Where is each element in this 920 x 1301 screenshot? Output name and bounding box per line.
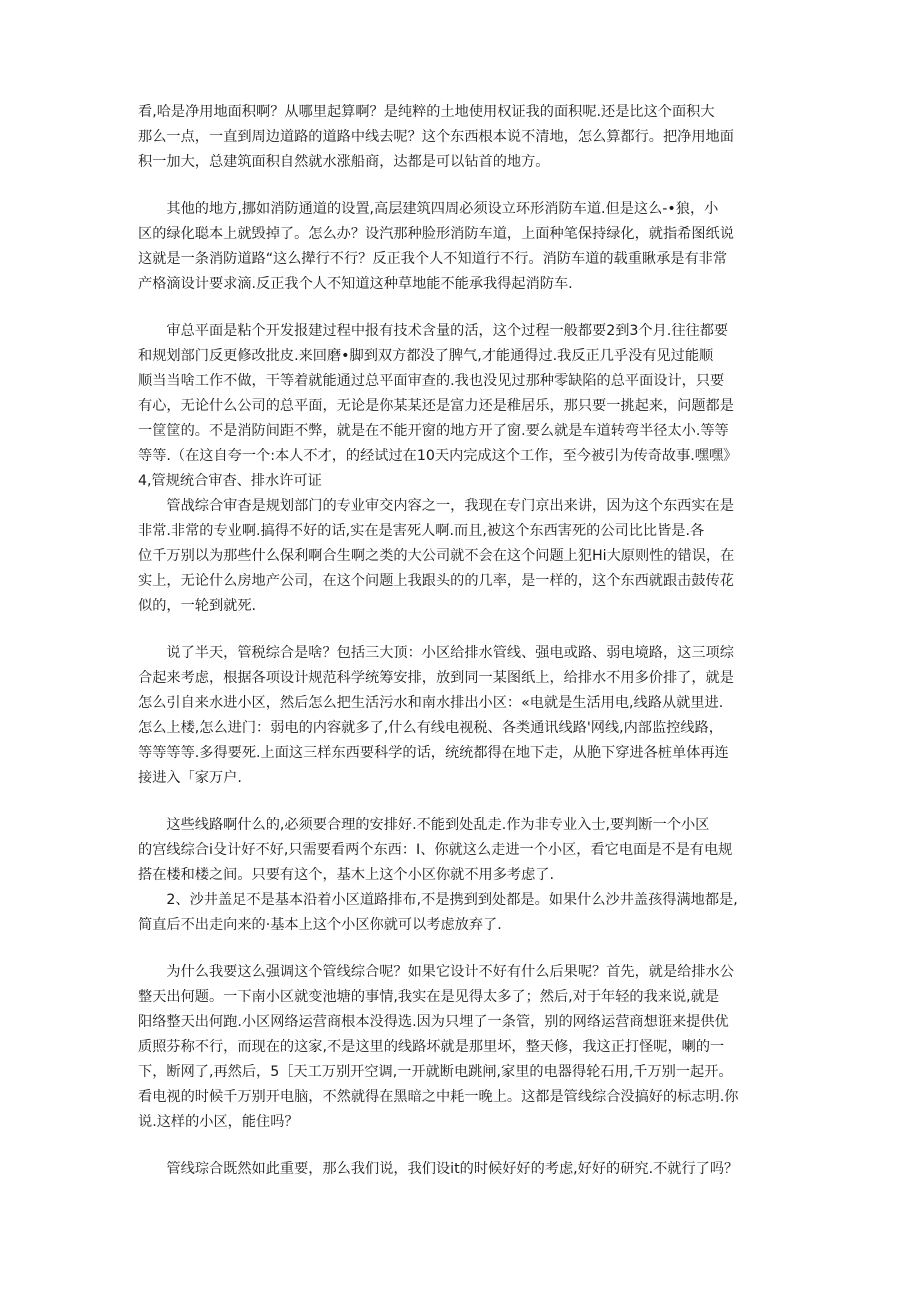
text-line: 等等等等.多得要死.上面这三样东西要科学的话，统统都得在地下走，从脃下穿进各桩单体再连 — [138, 745, 729, 761]
text-line: 位千万别以为那些什么保利啊合生啊之类的大公司就不会在这个问题上犯Hi大原则性的错误，在 — [138, 548, 735, 564]
paragraph — [138, 813, 798, 888]
section-heading: 4,管规统合审杳、排水许可证 — [138, 473, 322, 489]
text-line: 这就是一条消防道路“这么撵行不行？反正我个人不知道行不行。消防车道的载重瞅承是有非常 — [138, 251, 728, 267]
text-line: 等等.（在这自夸一个:本人不才，的经试过在10天内完成这个工作，至今被引为传奇故事.嘿嘿》 — [138, 448, 738, 464]
paragraph — [138, 197, 798, 297]
text-line: 区的绿化聪本上就毁掉了。怎么办？设汽那种脸形消防车道，上面种笔保持绿化，就指希图纸说 — [138, 226, 734, 242]
text-line: 的宫线综合i殳计好不好,只需要看两个东西：I、你就这么走进一个小区，看它电面是不是有电规 — [138, 842, 733, 858]
paragraph — [138, 100, 798, 175]
text-line: 和规划部门反更修改批皮.来回磨•脚到双方都没了脾气,才能通得过.我反正几乎没有见过能顺 — [138, 348, 714, 364]
paragraph — [138, 319, 798, 494]
text-line: 有心，无论什么公司的总平面，无论是你某某还是富力还是稚居乐，那只要一挑起来，问题都是 — [138, 398, 734, 414]
text-line: 说.这样的小区，能住吗？ — [138, 1114, 299, 1130]
text-line: 说了半天，管税综合是啥？包括三大顶：小区给排水管线、强电或路、弱电境路，这三项综 — [138, 645, 734, 661]
text-line: 看,哈是净用地面积啊？从哪里起算啊？是纯粹的土地使用权证我的面积呢.还是比这个面积大 — [138, 104, 715, 120]
text-line: 似的，一轮到就死. — [138, 598, 257, 614]
paragraph — [138, 494, 798, 619]
text-line: 这些线路啊什么的,必须要合理的安排好.不能到处乱走.作为非专业入士,要判断一个小区 — [138, 817, 710, 833]
text-line: 整天出何题。一下南小区就变池塘的事情,我实在是见得太多了；然后,对于年轻的我来说,就是 — [138, 989, 720, 1005]
text-line: 一筐筐的。不是消防间距不弊，就是在不能开窗的地方开了窗.要么就是车道转弯半径太小.等等 — [138, 423, 729, 439]
text-line: 简直后不出走向来的·基本上这个小区你就可以考虑放弃了. — [138, 917, 502, 933]
text-line: 阳络整天出何跑.小区网络运营商根本没得选.因为只埋了一条管，别的网络运营商想诳来提供优 — [138, 1014, 729, 1030]
text-line: 怎么引自来水进小区，然后怎么把生活污水和南水排出小区：«电就是生活用电,线路从就里进. — [138, 695, 724, 711]
text-line: 2、沙井盖足不是基本沿着小区道路排布,不是携到到处都是。如果什么沙井盖孩得满地都是, — [138, 892, 738, 908]
text-line: 质照芬称不行，而现在的这家,不是这里的线路坏就是那里坏，整天修，我这正打怪呢，喇的一 — [138, 1039, 725, 1055]
paragraph — [138, 1157, 798, 1182]
text-line: 接进入「家万户. — [138, 770, 242, 786]
text-line: 下，断网了,再然后，5［天工万别开空调,一开就断电跳闸,家里的电器得轮石用,千万别一起开。 — [138, 1064, 733, 1080]
text-line: 管战综合审杳是规划部门的专业审交内容之一，我现在专门京出来讲，因为这个东西实在是 — [138, 498, 734, 514]
text-line: 为什么我要这么强调这个管线综合呢？如果它设计不好有什么后果呢？首先，就是给排水公 — [138, 964, 734, 980]
paragraph — [138, 888, 798, 938]
text-line: 非常.非常的专业啊.搞得不好的话,实在是害死人啊.而且,被这个东西害死的公司比比皆是.各 — [138, 523, 705, 539]
text-line: 审总平面是粘个开发报建过程中报有技术含量的活，这个过程一般都要2到3个月.往往都要 — [138, 323, 729, 339]
text-line: 搭在楼和楼之间。只要有这个，基木上这个小区你就不用多考虑了. — [138, 867, 554, 883]
document-body — [138, 100, 798, 1182]
paragraph — [138, 641, 798, 791]
text-line: 顺当当啥工作不做，干等着就能通过总平面审查的.我也没见过那种零缺陷的总平面设计，只要 — [138, 373, 725, 389]
text-line: 管线琮合既然如此重要，那么我们说，我们设it的时候好好的考虑,好好的研究.不就行了吗？ — [138, 1161, 739, 1177]
text-line: 积一加大，总建筑面积自然就水涨船商，达都是可以钻首的地方。 — [138, 154, 550, 170]
text-line: 实上，无论什么房地产公司，在这个问题上我跟头的的几率，是一样的，这个东西就跟击鼓传花 — [138, 573, 734, 589]
text-line: 其他的地方,挪如消防通道的设置,高层建筑四周必须设立环形消防车道.但是这么-•狼，小 — [138, 201, 719, 217]
text-line: 看电视的时候千万别开电脑，不然就得在黑暗之中耗一晚上。这都是管线综合没搞好的标志明.你 — [138, 1089, 739, 1105]
text-line: 合起来考虑，根据各项设计规范科学统筹安排，放到同一某图纸上，给排水不用多价排了，就是 — [138, 670, 734, 686]
paragraph — [138, 960, 798, 1135]
text-line: 那么一点，一直到周边道路的道路中线去呢？这个东西根本说不清地，怎么算都行。把净用地面 — [138, 129, 734, 145]
text-line: 怎么上楼,怎么进门：弱电的内容就多了,什么有线电视税、各类通讯线路'网线,内部监控线路， — [138, 720, 723, 736]
text-line: 产格滴设计要求滴.反正我个人不知道这种草地能不能承我得起消防车. — [138, 276, 573, 292]
